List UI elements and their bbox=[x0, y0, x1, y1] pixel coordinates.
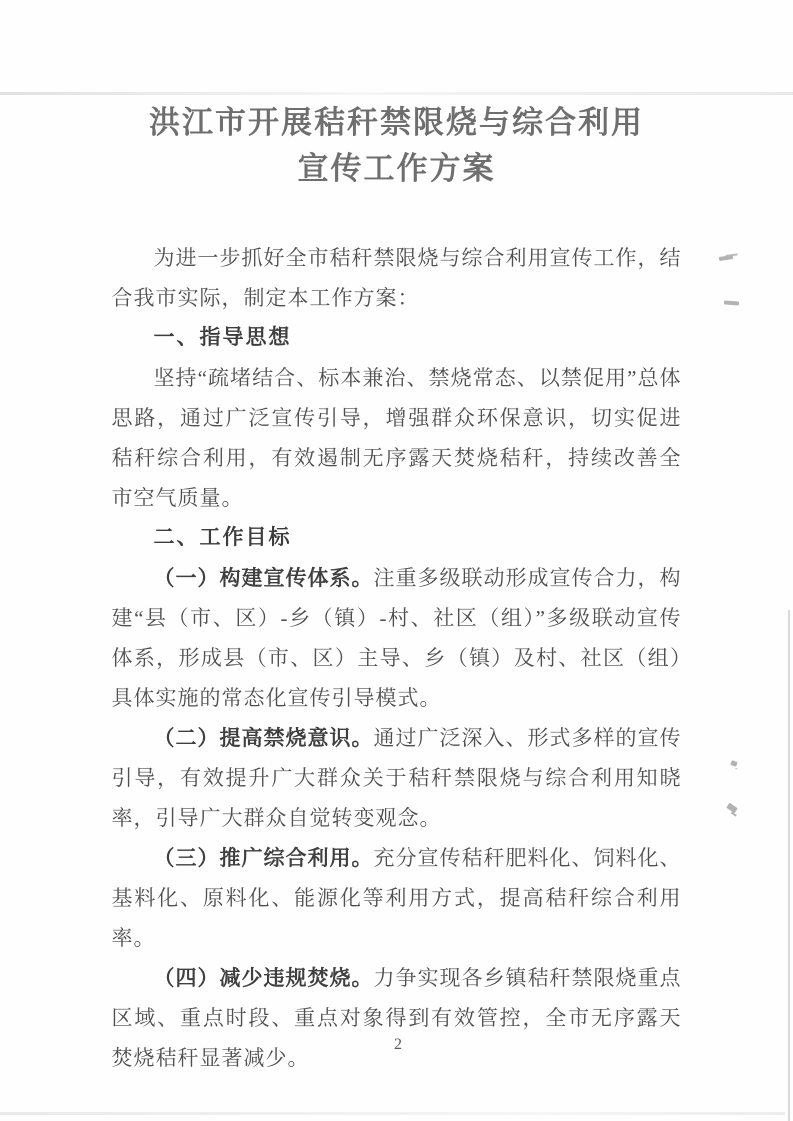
paragraph-text: 力争实现各乡镇秸秆禁限烧重点区域、重点时段、重点对象得到有效管控，全市无序露天焚烧秸秆显著减少。 bbox=[111, 966, 682, 1070]
section-heading: 二、工作目标 bbox=[153, 526, 292, 549]
paragraph-text: 充分宣传秸秆肥料化、饲料化、基料化、原料化、能源化等利用方式，提高秸秆综合利用率。 bbox=[111, 846, 682, 950]
scan-streak-top bbox=[0, 92, 793, 95]
document-title-line-2: 宣传工作方案 bbox=[297, 151, 496, 186]
stray-ink-mark bbox=[726, 803, 738, 814]
document-title bbox=[0, 0, 793, 192]
paragraph bbox=[112, 358, 682, 518]
paragraph-text: 注重多级联动形成宣传合力，构建“县（市、区）-乡（镇）-村、社区（组）”多级联动宣传体系，形成县（市、区）主导、乡（镇）及村、社区（组）具体实施的常态化宣传引导模式。 bbox=[111, 566, 682, 710]
paragraph-text: 为进一步抓好全市秸秆禁限烧与综合利用宣传工作，结合我市实际，制定本工作方案： bbox=[111, 246, 682, 310]
paragraph bbox=[112, 238, 682, 318]
page-number: 2 bbox=[394, 1036, 402, 1053]
scan-streak-bottom bbox=[0, 1112, 785, 1115]
paragraph-lead: （四）减少违规焚烧。 bbox=[153, 966, 374, 990]
document-body bbox=[112, 238, 682, 1078]
paragraph bbox=[112, 558, 682, 718]
paragraph-text: 坚持“疏堵结合、标本兼治、禁烧常态、以禁促用”总体思路，通过广泛宣传引导，增强群众环保意识，切实促进秸秆综合利用，有效遏制无序露天焚烧秸秆，持续改善全市空气质量。 bbox=[111, 366, 682, 510]
paragraph-lead: （一）构建宣传体系。 bbox=[153, 566, 374, 590]
paragraph-text: 通过广泛深入、形式多样的宣传引导，有效提升广大群众关于秸秆禁限烧与综合利用知晓率，引导广大群众自觉转变观念。 bbox=[111, 726, 682, 830]
page-edge-shadow-right bbox=[788, 610, 790, 1121]
document-title-line-1: 洪江市开展秸秆禁限烧与综合利用 bbox=[149, 105, 644, 140]
paragraph-lead: （三）推广综合利用。 bbox=[153, 846, 374, 870]
section-heading: 一、指导思想 bbox=[153, 326, 292, 349]
stray-ink-mark bbox=[724, 300, 739, 305]
paragraph-lead: （二）提高禁烧意识。 bbox=[153, 726, 374, 750]
stray-ink-mark bbox=[730, 760, 737, 767]
paragraph bbox=[112, 718, 682, 838]
paragraph bbox=[112, 958, 682, 1078]
paragraph bbox=[112, 838, 682, 958]
stray-ink-mark bbox=[719, 255, 733, 261]
